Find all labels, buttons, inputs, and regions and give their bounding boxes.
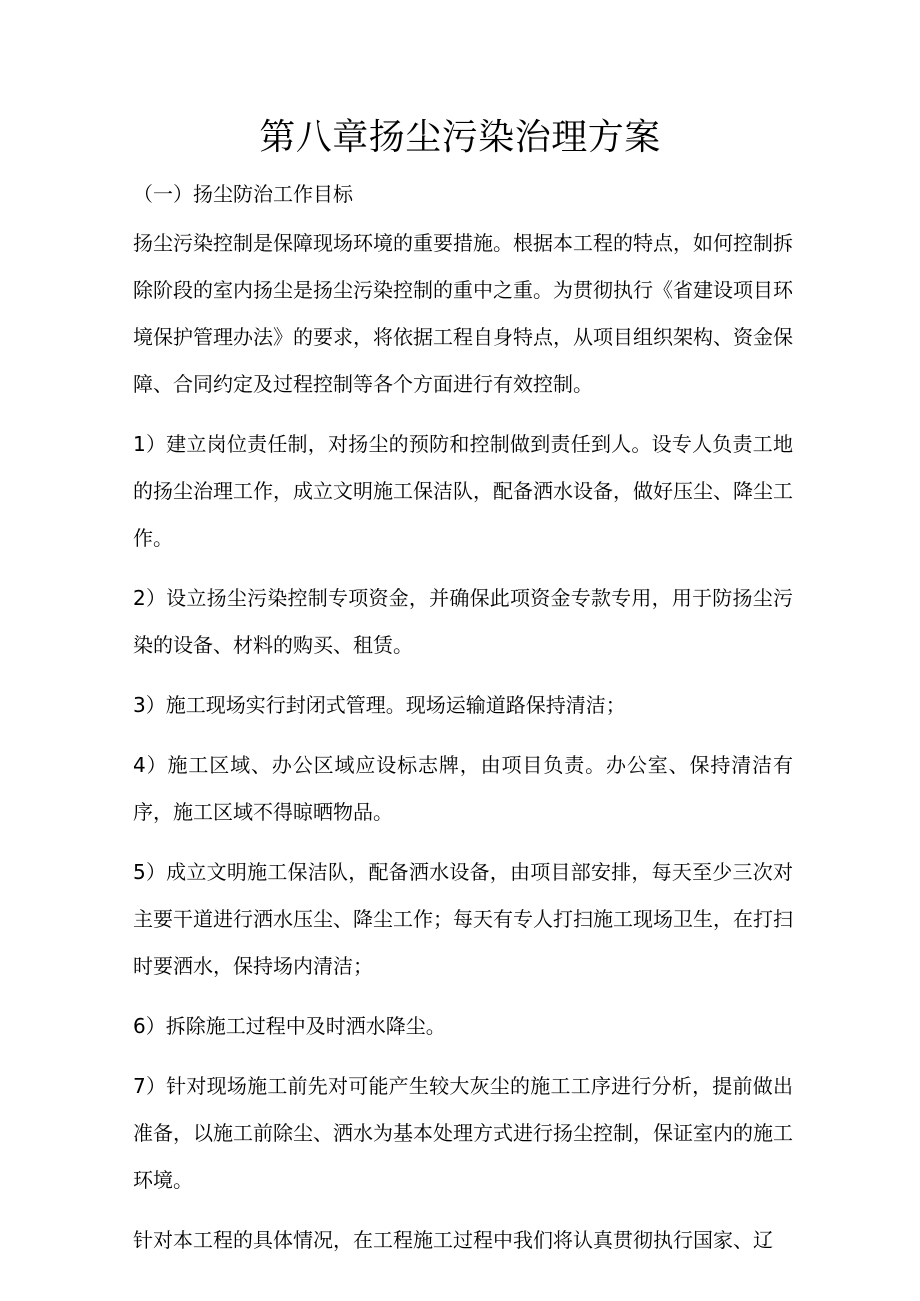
paragraph-item-3: 3）施工现场实行封闭式管理。现场运输道路保持清洁； (133, 693, 626, 717)
paragraph-item-6: 6）拆除施工过程中及时洒水降尘。 (133, 1014, 446, 1038)
document-title: 第八章扬尘污染治理方案 (259, 117, 661, 158)
paragraph-item-4: 4）施工区域、办公区域应设标志牌，由项目负责。办公室、保持清洁有序，施工区域不得晾晒物品。 (133, 753, 793, 824)
document-body (133, 220, 793, 1277)
paragraph-item-2: 2）设立扬尘污染控制专项资金，并确保此项资金专款专用，用于防扬尘污染的设备、材料的购买、租赁。 (133, 586, 793, 657)
section-heading: （一）扬尘防治工作目标 (133, 182, 353, 206)
paragraph-item-5: 5）成立文明施工保洁队，配备洒水设备，由项目部安排，每天至少三次对主要干道进行洒水压尘、降尘工作；每天有专人打扫施工现场卫生，在打扫时要洒水，保持场内清洁； (133, 860, 793, 978)
paragraph-intro: 扬尘污染控制是保障现场环境的重要措施。根据本工程的特点，如何控制拆除阶段的室内扬尘是扬尘污染控制的重中之重。为贯彻执行《省建设项目环境保护管理办法》的要求，将依据工程自身特点，从项目组织架构、资金保障、合同约定及过程控制等各个方面进行有效控制。 (133, 231, 793, 396)
paragraph-item-1: 1）建立岗位责任制，对扬尘的预防和控制做到责任到人。设专人负责工地的扬尘治理工作，成立文明施工保洁队，配备洒水设备，做好压尘、降尘工作。 (133, 432, 793, 550)
paragraph-item-7: 7）针对现场施工前先对可能产生较大灰尘的施工工序进行分析，提前做出准备，以施工前除尘、洒水为基本处理方式进行扬尘控制，保证室内的施工环境。 (133, 1074, 793, 1192)
paragraph-closing: 针对本工程的具体情况，在工程施工过程中我们将认真贯彻执行国家、辽 (133, 1228, 773, 1252)
